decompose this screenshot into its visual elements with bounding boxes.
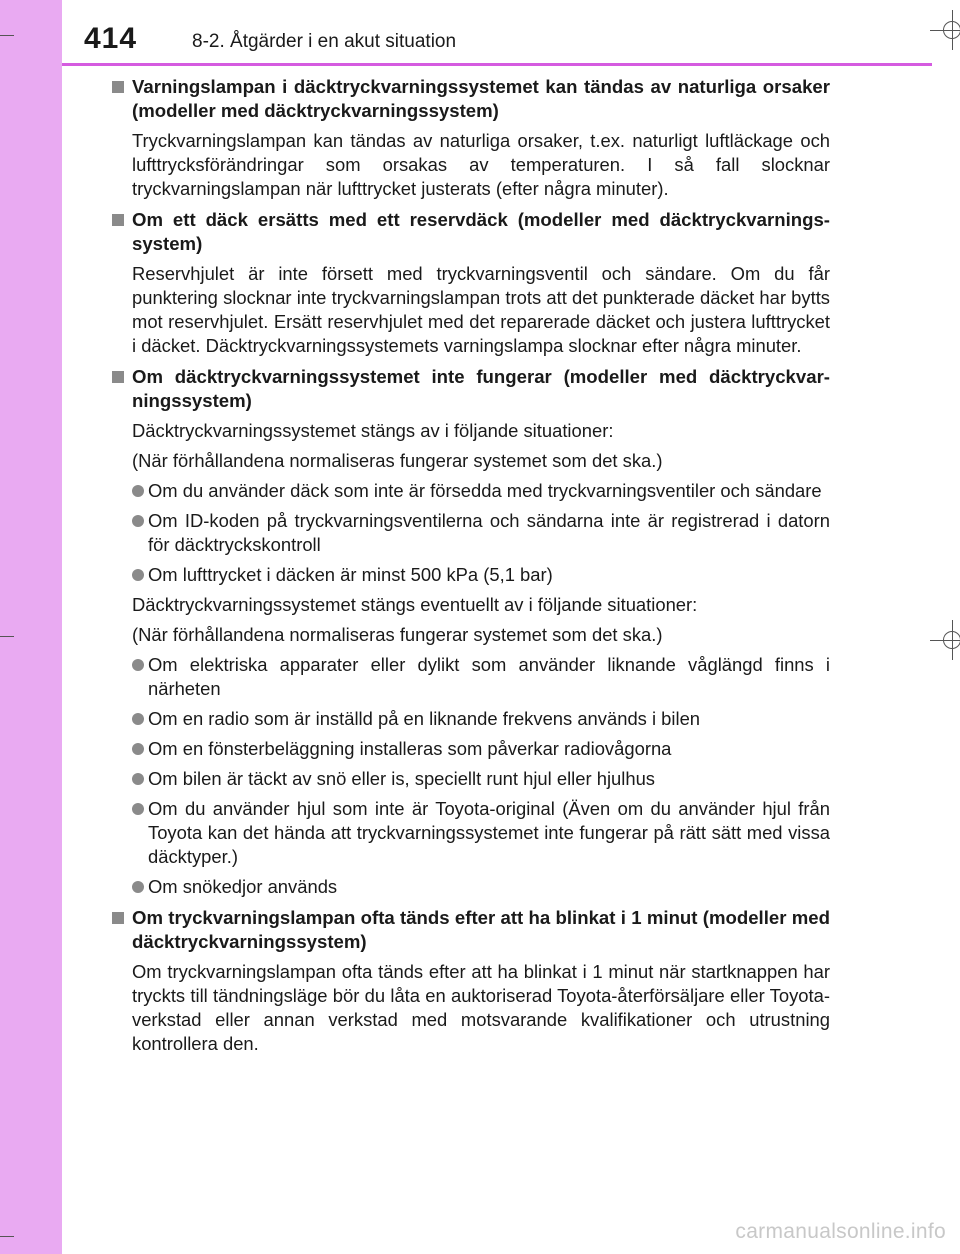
page-number: 414 (84, 22, 138, 55)
round-bullet-icon (132, 569, 144, 581)
crop-tick-left-top (0, 35, 14, 36)
round-bullet-icon (132, 743, 144, 755)
paragraph: Om tryckvarningslampan ofta tänds efter att ha blinkat i 1 minut när startknappen har tryckts till tändningsläge bör du låta en auktoriserad Toyota-återförsäljare eller Toyota-verkstad eller annan verkstad med motsvarande kvalifikationer och utrustning kontrollera den. (132, 961, 830, 1054)
section-heading (110, 906, 830, 954)
page-content (110, 75, 830, 1063)
section-heading-text: Varningslampan i däcktryckvarningssystemet kan tändas av naturliga orsaker (modeller med däcktryckvarningssystem) (132, 76, 830, 121)
list-item-text: Om lufttrycket i däcken är minst 500 kPa (5,1 bar) (148, 564, 553, 585)
section-title: 8-2. Åtgärder i en akut situation (192, 31, 457, 52)
list-item (110, 653, 830, 701)
crop-tick-left-mid (0, 636, 14, 637)
section-system-not-working (110, 365, 830, 899)
section-heading-text: Om ett däck ersätts med ett reservdäck (modeller med däcktryckvarnings-system) (132, 209, 830, 254)
crop-mark-mid-right (930, 620, 960, 660)
paragraph: Reservhjulet är inte försett med tryckvarningsventil och sändare. Om du får punktering slocknar inte tryckvarningslampan trots att det punkterade däcket har bytts mot reservhjulet. Ersätt reservhjulet med det reparerade däcket och justera lufttrycket i däcket. Däcktryckvarningssystemets varningslampa slocknar efter några minuter. (132, 263, 830, 356)
list-item (110, 737, 830, 761)
section-heading (110, 75, 830, 123)
round-bullet-icon (132, 515, 144, 527)
list-item-text: Om en radio som är inställd på en liknande frekvens används i bilen (148, 708, 701, 729)
paragraph: Däcktryckvarningssystemet stängs av i följande situationer: (132, 420, 614, 441)
round-bullet-icon (132, 881, 144, 893)
list-item-text: Om elektriska apparater eller dylikt som använder liknande våglängd finns i närheten (148, 654, 830, 699)
paragraph-note: (När förhållandena normaliseras fungerar systemet som det ska.) (132, 624, 663, 645)
paragraph-note: (När förhållandena normaliseras fungerar systemet som det ska.) (132, 450, 663, 471)
paragraph: Däcktryckvarningssystemet stängs eventuellt av i följande situationer: (132, 594, 698, 615)
crop-tick-left-bottom (0, 1236, 14, 1237)
paragraph: Tryckvarningslampan kan tändas av naturliga orsaker, t.ex. naturligt luftläckage och lufttrycksförändringar som orsakas av temperaturen. I så fall slocknar tryckvarningslampan när lufttrycket justerats (efter några minuter). (132, 130, 830, 199)
list-item (110, 509, 830, 557)
list-item (110, 563, 830, 587)
list-item (110, 479, 830, 503)
section-natural-causes (110, 75, 830, 201)
list-item-text: Om en fönsterbeläggning installeras som påverkar radiovågorna (148, 738, 672, 759)
watermark: carmanualsonline.info (735, 1220, 946, 1243)
list-item (110, 707, 830, 731)
list-item-text: Om bilen är täckt av snö eller is, speciellt runt hjul eller hjulhus (148, 768, 655, 789)
round-bullet-icon (132, 773, 144, 785)
round-bullet-icon (132, 713, 144, 725)
round-bullet-icon (132, 485, 144, 497)
section-heading-text: Om däcktryckvarningssystemet inte fungerar (modeller med däcktryckvar-ningssystem) (132, 366, 830, 411)
section-heading (110, 365, 830, 413)
round-bullet-icon (132, 803, 144, 815)
list-item (110, 797, 830, 869)
square-bullet-icon (112, 912, 124, 924)
list-item (110, 767, 830, 791)
section-heading-text: Om tryckvarningslampan ofta tänds efter att ha blinkat i 1 minut (modeller med däcktryckvarningssystem) (132, 907, 830, 952)
page-side-tab (0, 0, 62, 1254)
list-item-text: Om ID-koden på tryckvarningsventilerna och sändarna inte är registrerad i datorn för däcktryckskontroll (148, 510, 830, 555)
section-lamp-blinking (110, 906, 830, 1056)
list-item-text: Om snökedjor används (148, 876, 338, 897)
section-spare-tire (110, 208, 830, 358)
square-bullet-icon (112, 214, 124, 226)
square-bullet-icon (112, 81, 124, 93)
crop-mark-top-right (930, 10, 960, 50)
list-item (110, 875, 830, 899)
list-item-text: Om du använder hjul som inte är Toyota-original (Även om du använder hjul från Toyota kan det hända att tryckvarningssystemet inte fungerar på rätt sätt med vissa däcktyper.) (148, 798, 830, 867)
list-item-text: Om du använder däck som inte är försedda med tryckvarningsventiler och sändare (148, 480, 822, 501)
round-bullet-icon (132, 659, 144, 671)
square-bullet-icon (112, 371, 124, 383)
header-rule (62, 63, 932, 66)
section-heading (110, 208, 830, 256)
